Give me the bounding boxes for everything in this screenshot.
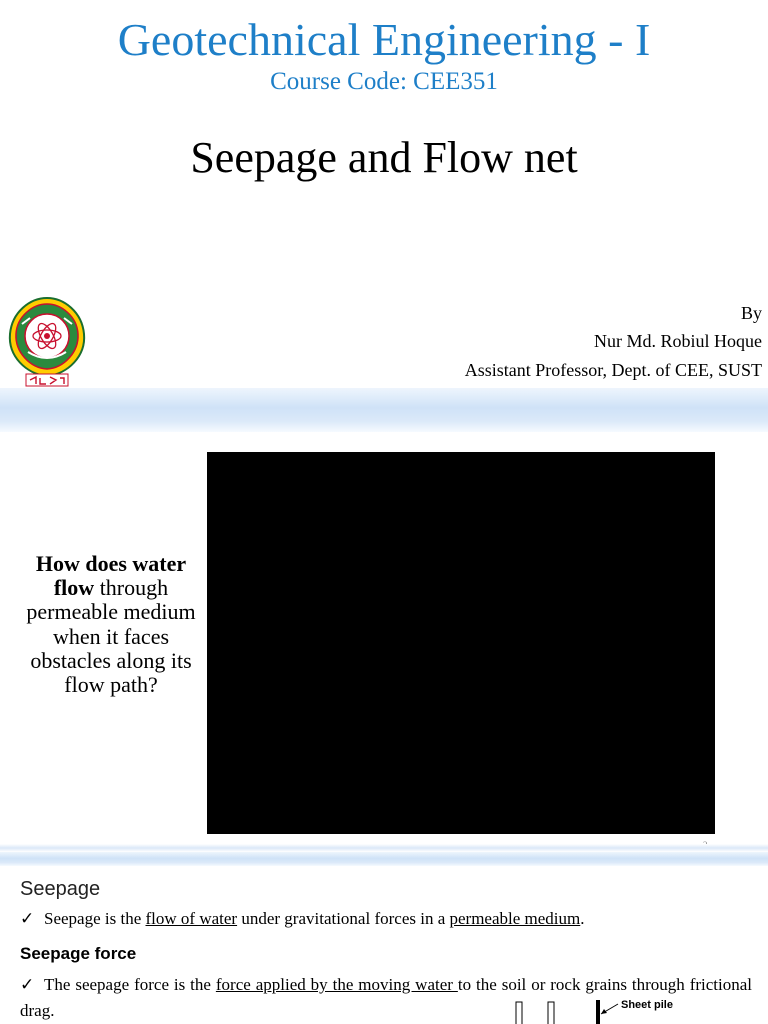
title-slide — [0, 0, 768, 432]
question-text — [20, 552, 202, 697]
course-code: Course Code: CEE351 — [270, 68, 498, 95]
question-slide — [0, 432, 768, 852]
video-placeholder[interactable] — [207, 452, 715, 834]
subheading-seepage-force: Seepage force — [20, 944, 137, 963]
bullet-seepage-force-definition: ✓ The seepage force is the force applied by the moving water to the soil or rock grains through frictional drag. — [20, 972, 752, 1024]
bullet-seepage-definition: ✓ Seepage is the flow of water under gravitational forces in a permeable medium. — [20, 906, 752, 932]
by-label: By — [740, 303, 762, 323]
check-mark-icon: ✓ — [20, 909, 35, 928]
university-seal-icon — [6, 294, 88, 388]
slide-footer-band — [0, 388, 768, 432]
author-position: Assistant Professor, Dept. of CEE, SUST — [464, 360, 762, 380]
seepage-slide — [0, 852, 768, 1024]
check-mark-icon: ✓ — [20, 975, 35, 994]
slide-heading: Seepage — [20, 878, 101, 900]
term-permeable-medium: permeable medium — [449, 909, 581, 928]
author-name: Nur Md. Robiul Hoque — [594, 331, 762, 351]
question-bold: How does water flow — [35, 551, 187, 601]
course-title: Geotechnical Engineering - I — [117, 14, 651, 65]
slide-bottom-band — [0, 844, 768, 852]
sheet-pile-label: Sheet pile — [621, 999, 673, 1011]
term-flow-of-water: flow of water — [145, 909, 238, 928]
question-rest: through permeable medium when it faces obstacles along its flow path? — [26, 575, 196, 698]
slide-header-band — [0, 852, 768, 866]
lecture-topic: Seepage and Flow net — [190, 133, 578, 182]
term-force-applied: force applied by the moving water — [215, 975, 458, 994]
